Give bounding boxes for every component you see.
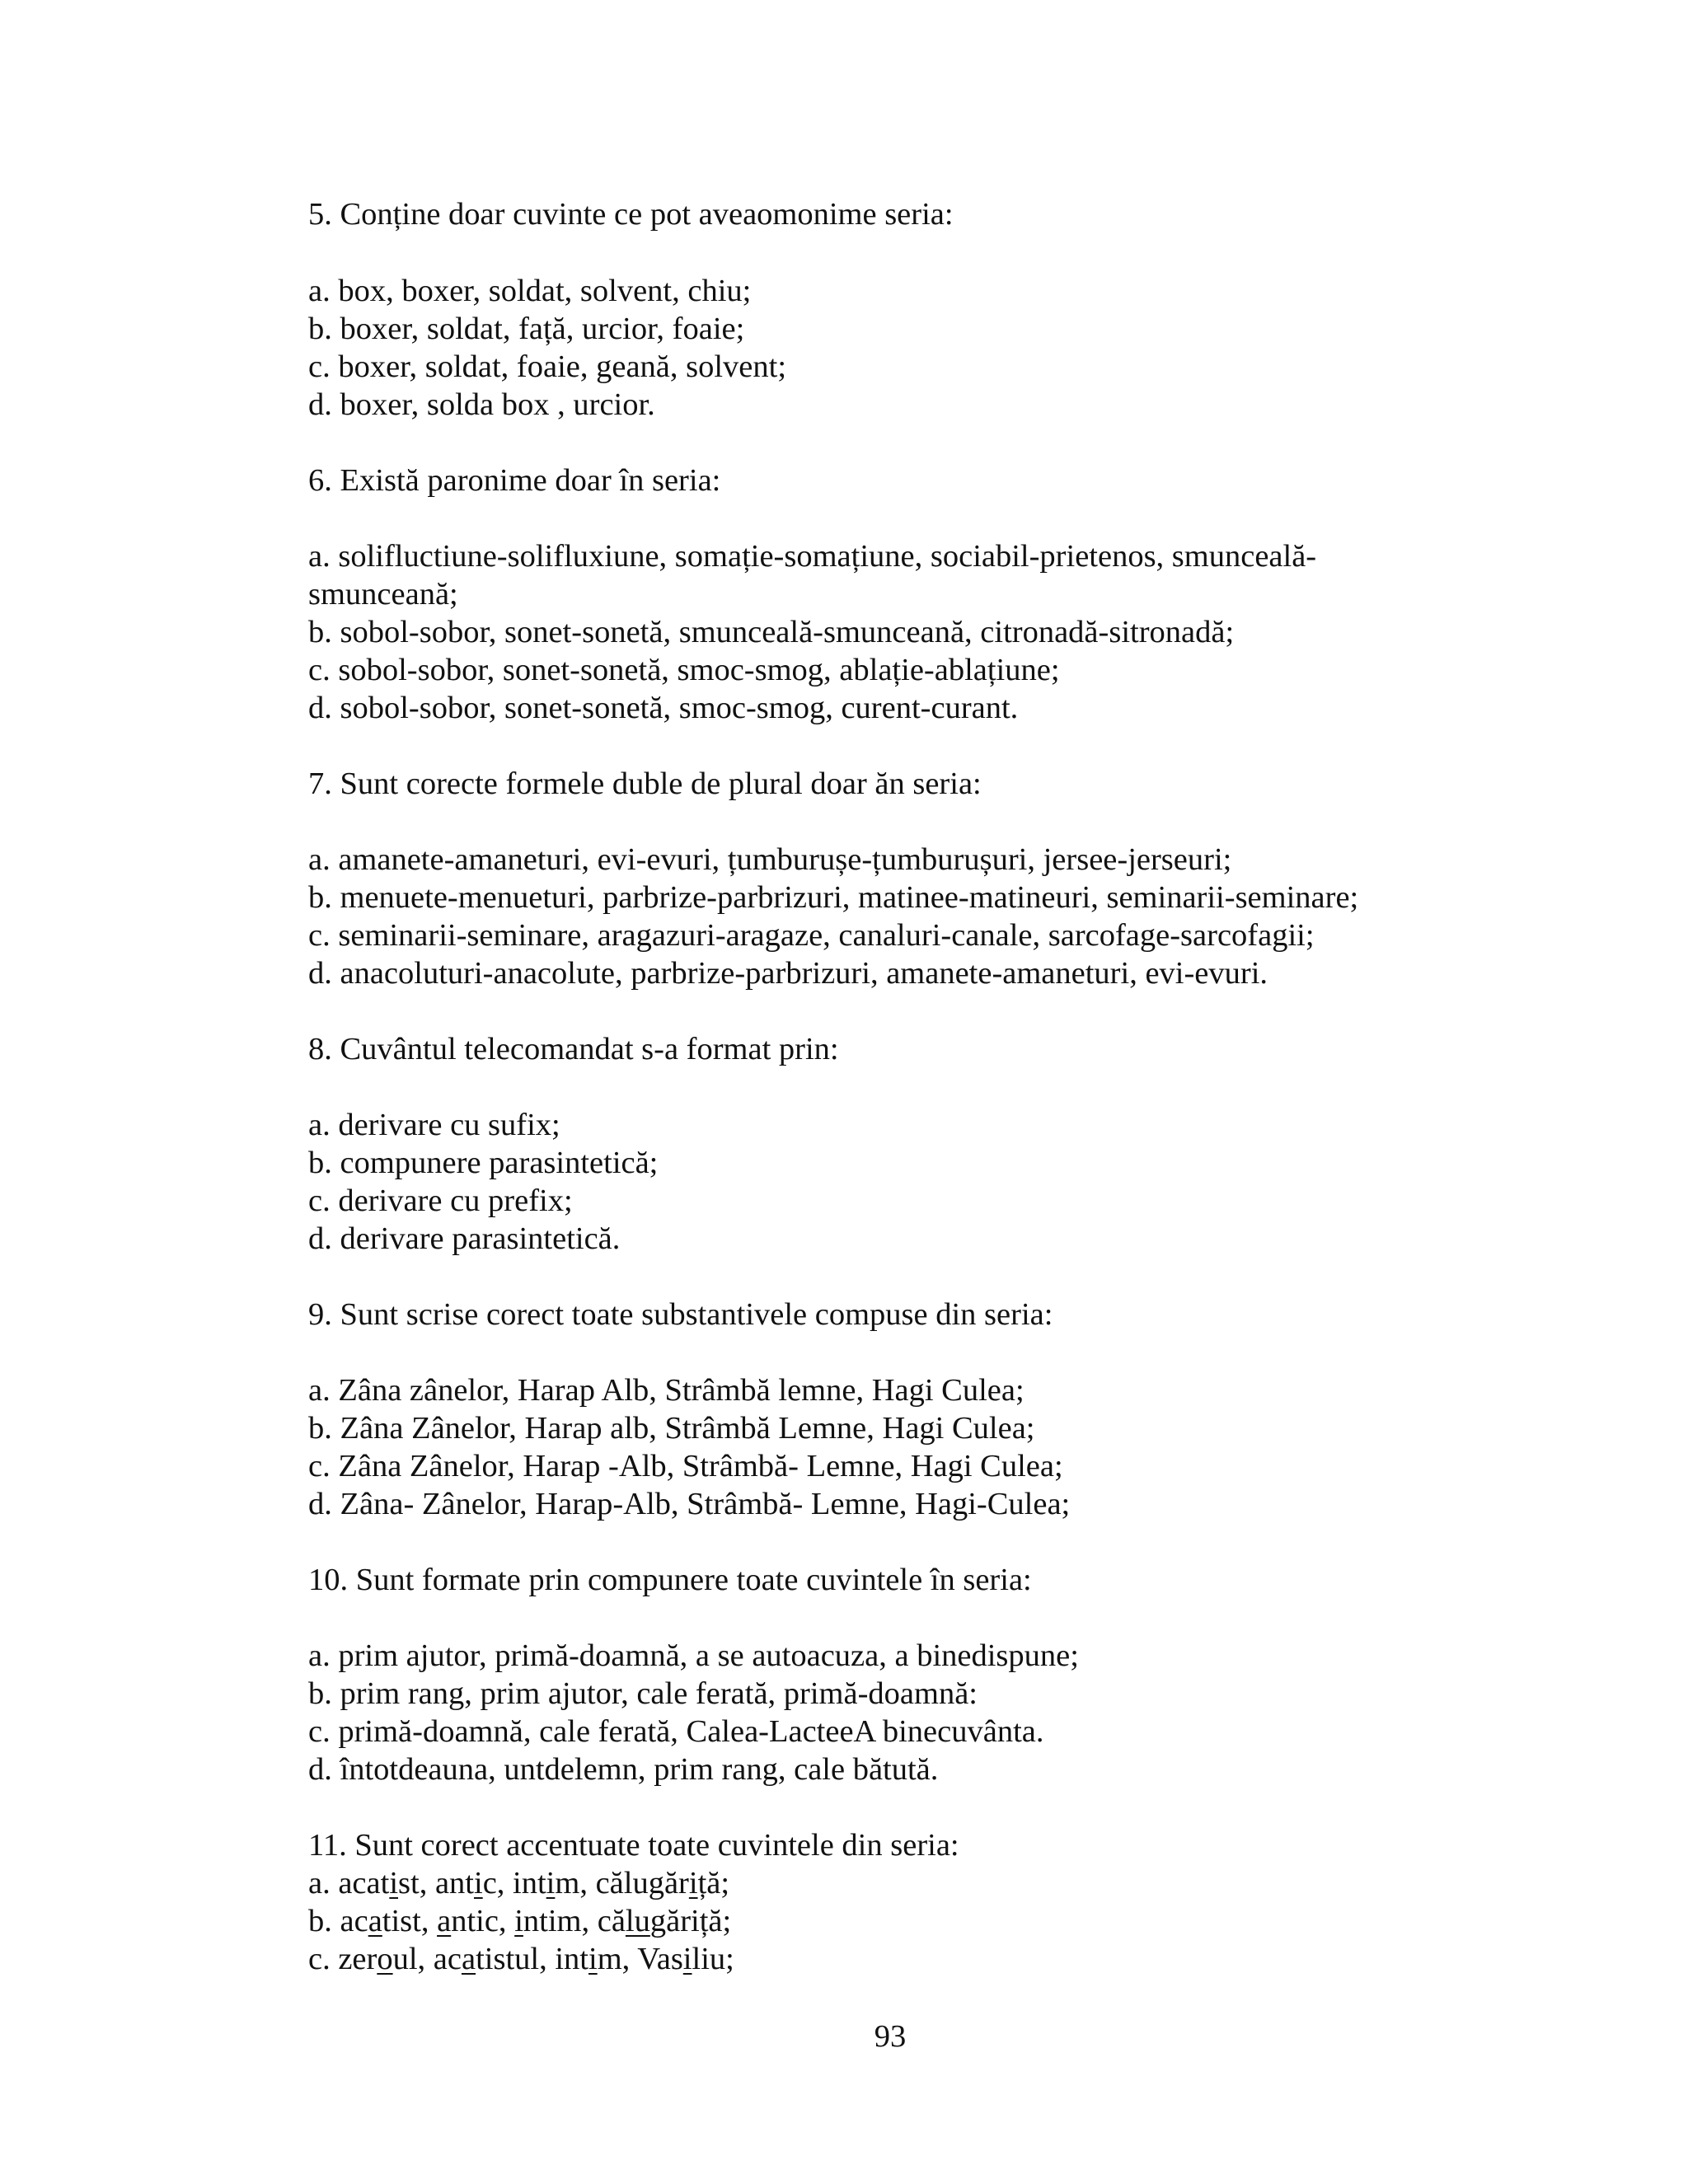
text-segment: st, ant [398,1866,474,1900]
text-segment: b. ac [308,1904,368,1938]
question-5-option-b: b. boxer, soldat, față, urcior, foaie; [308,312,745,346]
question-9-option-d: d. Zâna- Zânelor, Harap-Alb, Strâmbă- Lemne, Hagi-Culea; [308,1487,1071,1521]
question-6-option-b: b. sobol-sobor, sonet-sonetă, smunceală-smunceană, citronadă-sitronadă; [308,615,1235,649]
text-segment: c, int [482,1866,546,1900]
question-11-option-a [308,1864,729,1902]
text-segment: ntim, că [523,1904,626,1938]
accented-letter: i [389,1866,399,1900]
question-7-option-c: c. seminarii-seminare, aragazuri-aragaze, canaluri-canale, sarcofage-sarcofagii; [308,918,1315,953]
text-segment: a. acat [308,1866,390,1900]
question-7-option-a: a. amanete-amaneturi, evi-evuri, țumburușe-țumburușuri, jersee-jerseuri; [308,842,1232,877]
question-6-option-a-continued: smunceană; [308,577,458,612]
text-segment: ul, ac [392,1942,462,1976]
accented-letter: i [473,1866,483,1900]
question-10-option-c: c. primă-doamnă, cale ferată, Calea-LacteeA binecuvânta. [308,1714,1044,1749]
question-5-option-a: a. box, boxer, soldat, solvent, chiu; [308,274,752,308]
question-6-option-c: c. sobol-sobor, sonet-sonetă, smoc-smog, ablație-ablațiune; [308,653,1060,687]
question-8-option-d: d. derivare parasintetică. [308,1221,621,1256]
text-segment: găriță; [649,1904,732,1938]
text-segment: tist, [382,1904,438,1938]
question-7-stem: 7. Sunt corecte formele duble de plural doar ăn seria: [308,766,982,801]
question-8-option-a: a. derivare cu sufix; [308,1108,560,1142]
accented-letter: i [682,1942,692,1976]
question-9-option-c: c. Zâna Zânelor, Harap -Alb, Strâmbă- Lemne, Hagi Culea; [308,1449,1063,1483]
question-11-option-b [308,1902,731,1940]
question-10-option-a: a. prim ajutor, primă-doamnă, a se autoacuza, a binedispune; [308,1638,1079,1673]
accented-letter: lu [625,1904,650,1938]
question-8-option-b: b. compunere parasintetică; [308,1146,659,1180]
accented-letter: a [368,1904,382,1938]
accented-letter: i [514,1904,523,1938]
question-5-option-c: c. boxer, soldat, foaie, geană, solvent; [308,349,787,384]
accented-letter: i [546,1866,556,1900]
accented-letter: i [588,1942,598,1976]
question-11-stem: 11. Sunt corect accentuate toate cuvintele din seria: [308,1828,959,1863]
accented-letter: i [688,1866,698,1900]
text-segment: ță; [697,1866,730,1900]
text-segment: m, călugăr [555,1866,689,1900]
text-segment: ntic, [451,1904,515,1938]
question-6-option-a: a. solifluctiune-solifluxiune, somație-somațiune, sociabil-prietenos, smunceală- [308,539,1317,574]
question-7-option-b: b. menuete-menueturi, parbrize-parbrizuri, matinee-matineuri, seminarii-seminare; [308,880,1359,915]
question-10-stem: 10. Sunt formate prin compunere toate cuvintele în seria: [308,1563,1032,1597]
accented-letter: a [461,1942,476,1976]
question-10-option-d: d. întotdeauna, untdelemn, prim rang, cale bătută. [308,1752,939,1787]
page-number: 93 [874,2019,907,2054]
question-7-option-d: d. anacoluturi-anacolute, parbrize-parbrizuri, amanete-amaneturi, evi-evuri. [308,956,1268,991]
accented-letter: a [437,1904,452,1938]
accented-letter: o [377,1942,393,1976]
text-segment: liu; [692,1942,734,1976]
text-segment: m, Vas [597,1942,683,1976]
question-9-stem: 9. Sunt scrise corect toate substantivele compuse din seria: [308,1297,1053,1332]
text-segment: tistul, int [476,1942,588,1976]
question-8-option-c: c. derivare cu prefix; [308,1183,573,1218]
question-9-option-b: b. Zâna Zânelor, Harap alb, Strâmbă Lemne, Hagi Culea; [308,1411,1035,1446]
question-6-option-d: d. sobol-sobor, sonet-sonetă, smoc-smog, curent-curant. [308,691,1019,725]
question-11-option-c [308,1940,734,1978]
question-5-option-d: d. boxer, solda box , urcior. [308,387,655,422]
question-5-stem: 5. Conține doar cuvinte ce pot aveaomonime seria: [308,197,954,232]
question-9-option-a: a. Zâna zânelor, Harap Alb, Strâmbă lemne, Hagi Culea; [308,1373,1025,1408]
text-segment: c. zer [308,1942,377,1976]
question-8-stem: 8. Cuvântul telecomandat s-a format prin: [308,1032,839,1066]
question-10-option-b: b. prim rang, prim ajutor, cale ferată, primă-doamnă: [308,1676,978,1711]
question-6-stem: 6. Există paronime doar în seria: [308,463,721,498]
